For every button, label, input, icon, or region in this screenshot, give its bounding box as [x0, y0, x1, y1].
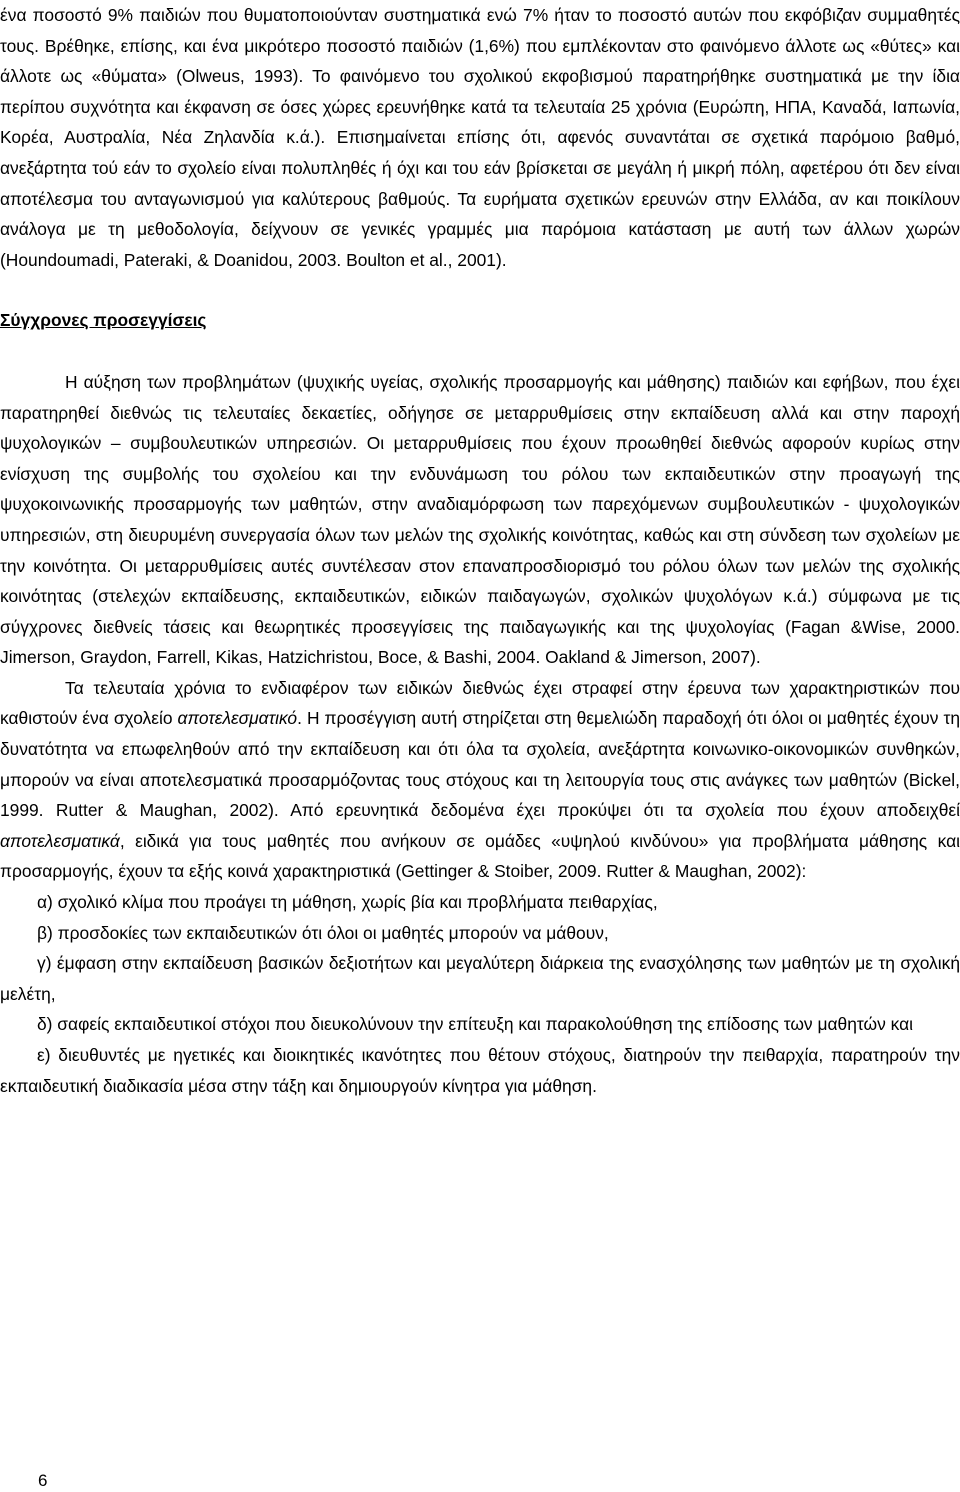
section-heading: Σύγχρονες προσεγγίσεις — [0, 310, 207, 331]
list-item-d: δ) σαφείς εκπαιδευτικοί στόχοι που διευκολύνουν την επίτευξη και παρακολούθηση της επίδοσης των μαθητών και — [37, 1014, 913, 1035]
list-item-e: ε) διευθυντές με ηγετικές και διοικητικές ικανότητες που θέτουν στόχους, διατηρούν την πειθαρχία, παρατηρούν την εκπαιδευτική διαδικασία μέσα στην τάξη και δημιουργούν κίνητρα για μάθηση. — [0, 1045, 960, 1096]
page-number: 6 — [38, 1471, 48, 1490]
list-item-c: γ) έμφαση στην εκπαίδευση βασικών δεξιοτήτων και μεγαλύτερη διάρκεια της ενασχόλησης των μαθητών με τη σχολική μελέτη, — [0, 953, 960, 1004]
paragraph-text: Τα τελευταία χρόνια το ενδιαφέρον των ειδικών διεθνώς έχει στραφεί στην έρευνα των χαρακτηριστικών που καθιστούν ένα σχολείο — [0, 677, 960, 729]
paragraph-effective-schools — [0, 673, 960, 887]
list-item-b: β) προσδοκίες των εκπαιδευτικών ότι όλοι οι μαθητές μπορούν να μάθουν, — [37, 922, 609, 943]
emphasis-effective: αποτελεσματικό — [177, 708, 298, 729]
paragraph-text: , ειδικά για τους μαθητές που ανήκουν σε ομάδες «υψηλού κινδύνου» για προβλήματα μάθησης και προσαρμογής, έχουν τα εξής κοινά χαρακτηριστικά (Gettinger & Stoiber, 2009. Rutter & Maughan, 2002): — [0, 830, 960, 882]
emphasis-effective-plural: αποτελεσματικά — [0, 830, 120, 851]
list-item-a: α) σχολικό κλίμα που προάγει τη μάθηση, χωρίς βία και προβλήματα πειθαρχίας, — [37, 892, 658, 913]
paragraph-bullying-prevalence: ένα ποσοστό 9% παιδιών που θυματοποιούνταν συστηματικά ενώ 7% ήταν το ποσοστό αυτών που εκφόβιζαν συμμαθητές τους. Βρέθηκε, επίσης, και ένα μικρότερο ποσοστό παιδιών (1,6%) που εμπλέκονταν στο φαινόμενο άλλοτε ως «θύτες» και άλλοτε ως «θύματα» (Olweus, 1993). Το φαινόμενο του σχολικού εκφοβισμού παρατηρήθηκε συστηματικά με την ίδια περίπου συχνότητα και έκφανση σε όσες χώρες ερευνήθηκε κατά τα τελευταία 25 χρόνια (Ευρώπη, ΗΠΑ, Καναδά, Ιαπωνία, Κορέα, Αυστραλία, Νέα Ζηλανδία κ.ά.). Επισημαίνεται επίσης ότι, αφενός συναντάται σε σχετικά παρόμοιο βαθμό, ανεξάρτητα τού εάν το σχολείο είναι πολυπληθές ή όχι και του εάν βρίσκεται σε μεγάλη ή μικρή πόλη, αφετέρου ότι δεν είναι αποτέλεσμα του ανταγωνισμού για καλύτερους βαθμούς. Τα ευρήματα σχετικών ερευνών στην Ελλάδα, αν και ποικίλουν ανάλογα με τη μεθοδολογία, δείχνουν σε γενικές γραμμές μια παρόμοια κατάσταση με αυτή των άλλων χωρών (Houndoumadi, Pateraki, & Doanidou, 2003. Boulton et al., 2001). — [0, 5, 960, 270]
paragraph-text: . Η προσέγγιση αυτή στηρίζεται στη θεμελιώδη παραδοχή ότι όλοι οι μαθητές έχουν τη δυνατότητα να επωφεληθούν από την εκπαίδευση και ότι όλα τα σχολεία, ανεξάρτητα κοινωνικο-οικονομικών συνθηκών, μπορούν να είναι αποτελεσματικά προσαρμόζοντας τους στόχους και τη λειτουργία τους στις ανάγκες των μαθητών (Bickel, 1999. Rutter & Maughan, 2002). Από ερευνητικά δεδομένα έχει προκύψει ότι τα σχολεία που έχουν αποδειχθεί — [0, 708, 960, 821]
paragraph-reforms: Η αύξηση των προβλημάτων (ψυχικής υγείας, σχολικής προσαρμογής και μάθησης) παιδιών και εφήβων, που έχει παρατηρηθεί διεθνώς τις τελευταίες δεκαετίες, οδήγησε σε μεταρρυθμίσεις στην εκπαίδευση αλλά και στην παροχή ψυχολογικών – συμβουλευτικών υπηρεσιών. Οι μεταρρυθμίσεις που έχουν προωθηθεί διεθνώς αφορούν κυρίως στην ενίσχυση της συμβολής του σχολείου και την ενδυνάμωση του ρόλου των εκπαιδευτικών στην προαγωγή της ψυχοκοινωνικής προσαρμογής των μαθητών, στην αναδιαμόρφωση των παρεχόμενων συμβουλευτικών - ψυχολογικών υπηρεσιών, στη διευρυμένη συνεργασία όλων των μελών της σχολικής κοινότητας, καθώς και στη σύνδεση των σχολείων με την κοινότητα. Οι μεταρρυθμίσεις αυτές συντέλεσαν στον επαναπροσδιορισμό του ρόλου όλων των μελών της σχολικής κοινότητας (στελεχών εκπαίδευσης, εκπαιδευτικών, ειδικών παιδαγωγών, σχολικών ψυχολόγων κ.ά.) σύμφωνα με τις σύγχρονες διεθνείς τάσεις και θεωρητικές προσεγγίσεις της παιδαγωγικής και της ψυχολογίας (Fagan &Wise, 2000. Jimerson, Graydon, Farrell, Kikas, Hatzichristou, Boce, & Bashi, 2004. Oakland & Jimerson, 2007). — [0, 371, 960, 668]
